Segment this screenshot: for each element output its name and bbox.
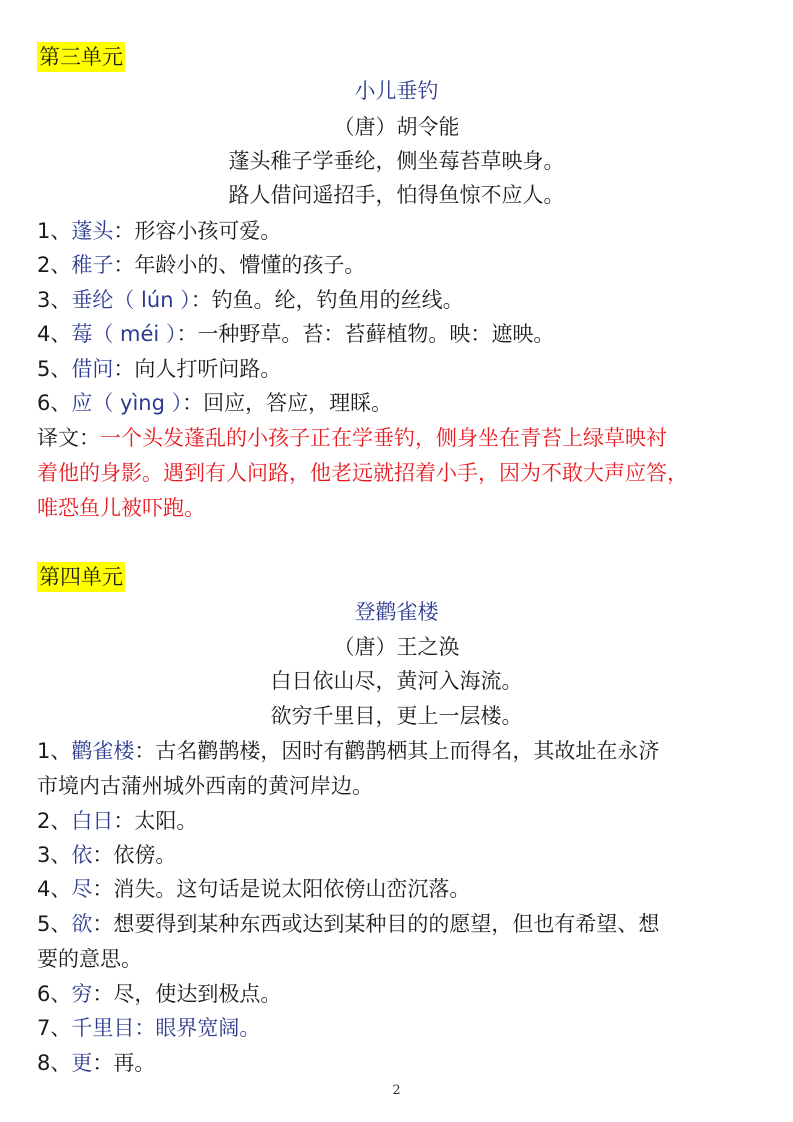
note-separator: ： [92,912,114,936]
note-definition: 再。 [113,1051,156,1075]
note-number: 1、 [37,739,72,763]
note-definition: 想要得到某种东西或达到某种目的的愿望，但也有希望、想 [113,912,660,936]
note-number: 3、 [37,288,72,312]
note-term: 欲 [71,912,93,936]
note-number: 2、 [37,809,72,833]
note-definition: 古名鹳鹊楼，因时有鹳鹊栖其上而得名，其故址在永济 [155,739,660,763]
note-definition: 一种野草。苔：苔藓植物。映：遮映。 [197,322,555,346]
note-definition: 依傍。 [113,843,177,867]
note-separator: ： [176,322,198,346]
note-definition: 太阳。 [134,809,198,833]
note-term: 应（ yìng ） [71,391,183,415]
note-item [37,352,767,386]
note-separator: ： [134,1016,156,1040]
note-number: 1、 [37,219,72,243]
note-number: 4、 [37,877,72,901]
note-item [37,977,767,1011]
note-number: 5、 [37,357,72,381]
poem-verse: 路人借问遥招手，怕得鱼惊不应人。 [228,183,565,207]
note-definition: 向人打听问路。 [134,357,282,381]
note-separator: ： [92,1051,114,1075]
translation-text: 一个头发蓬乱的小孩子正在学垂钓，侧身坐在青苔上绿草映衬 [100,426,667,450]
translation-label: 译文： [37,426,100,450]
note-term: 莓（ méi ） [71,322,177,346]
note-separator: ： [113,219,135,243]
note-definition: 回应，答应，理睬。 [203,391,393,415]
note-item [37,1011,767,1045]
note-item [37,804,767,838]
note-definition: 尽，使达到极点。 [113,982,282,1006]
note-term: 鹳雀楼 [71,739,135,763]
note-term: 垂纶（ lún ） [71,288,191,312]
note-definition: 钓鱼。纶，钓鱼用的丝线。 [211,288,464,312]
poem-title: 登鹳雀楼 [354,600,439,624]
note-number: 6、 [37,391,72,415]
poem-author: （唐）王之涣 [333,635,460,659]
note-definition: 年龄小的、懵懂的孩子。 [134,253,366,277]
note-number: 6、 [37,982,72,1006]
poem-verse: 白日依山尽，黄河入海流。 [270,669,523,693]
note-item [37,1046,767,1080]
note-continuation: 市境内古蒲州城外西南的黄河岸边。 [37,774,373,798]
note-term: 白日 [71,809,114,833]
note-number: 7、 [37,1016,72,1040]
note-item [37,838,767,872]
note-number: 4、 [37,322,72,346]
poem-title: 小儿垂钓 [354,79,439,103]
note-separator: ： [113,809,135,833]
note-term: 穷 [71,982,93,1006]
note-separator: ： [92,877,114,901]
note-definition: 形容小孩可爱。 [134,219,282,243]
note-item [37,907,767,941]
note-definition: 消失。这句话是说太阳依傍山峦沉落。 [113,877,471,901]
note-separator: ： [92,982,114,1006]
poem-verse: 蓬头稚子学垂纶，侧坐莓苔草映身。 [228,149,565,173]
translation-line [37,421,767,455]
note-item [37,872,767,906]
note-term: 依 [71,843,93,867]
note-term: 千里目 [71,1016,135,1040]
note-separator: ： [92,843,114,867]
note-item [37,386,767,420]
note-separator: ： [190,288,212,312]
note-separator: ： [113,357,135,381]
note-item [37,283,767,317]
note-number: 8、 [37,1051,72,1075]
note-term: 尽 [71,877,93,901]
note-separator: ： [182,391,204,415]
note-item [37,248,767,282]
note-definition: 眼界宽阔。 [155,1016,261,1040]
note-number: 2、 [37,253,72,277]
note-item [37,734,767,768]
note-number: 5、 [37,912,72,936]
poem-verse: 欲穷千里目，更上一层楼。 [270,704,523,728]
translation-text: 着他的身影。遇到有人问路，他老远就招着小手，因为不敢大声应答， [37,461,688,485]
poem-author: （唐）胡令能 [333,115,460,139]
note-item [37,214,767,248]
page-number: 2 [392,1083,401,1098]
note-item [37,317,767,351]
note-term: 借问 [71,357,114,381]
note-term: 更 [71,1051,93,1075]
translation-text: 唯恐鱼儿被吓跑。 [37,496,205,520]
note-continuation: 要的意思。 [37,947,142,971]
unit-heading: 第三单元 [37,42,125,72]
note-separator: ： [134,739,156,763]
note-number: 3、 [37,843,72,867]
note-separator: ： [113,253,135,277]
unit-heading: 第四单元 [37,562,125,592]
note-term: 蓬头 [71,219,114,243]
note-term: 稚子 [71,253,114,277]
